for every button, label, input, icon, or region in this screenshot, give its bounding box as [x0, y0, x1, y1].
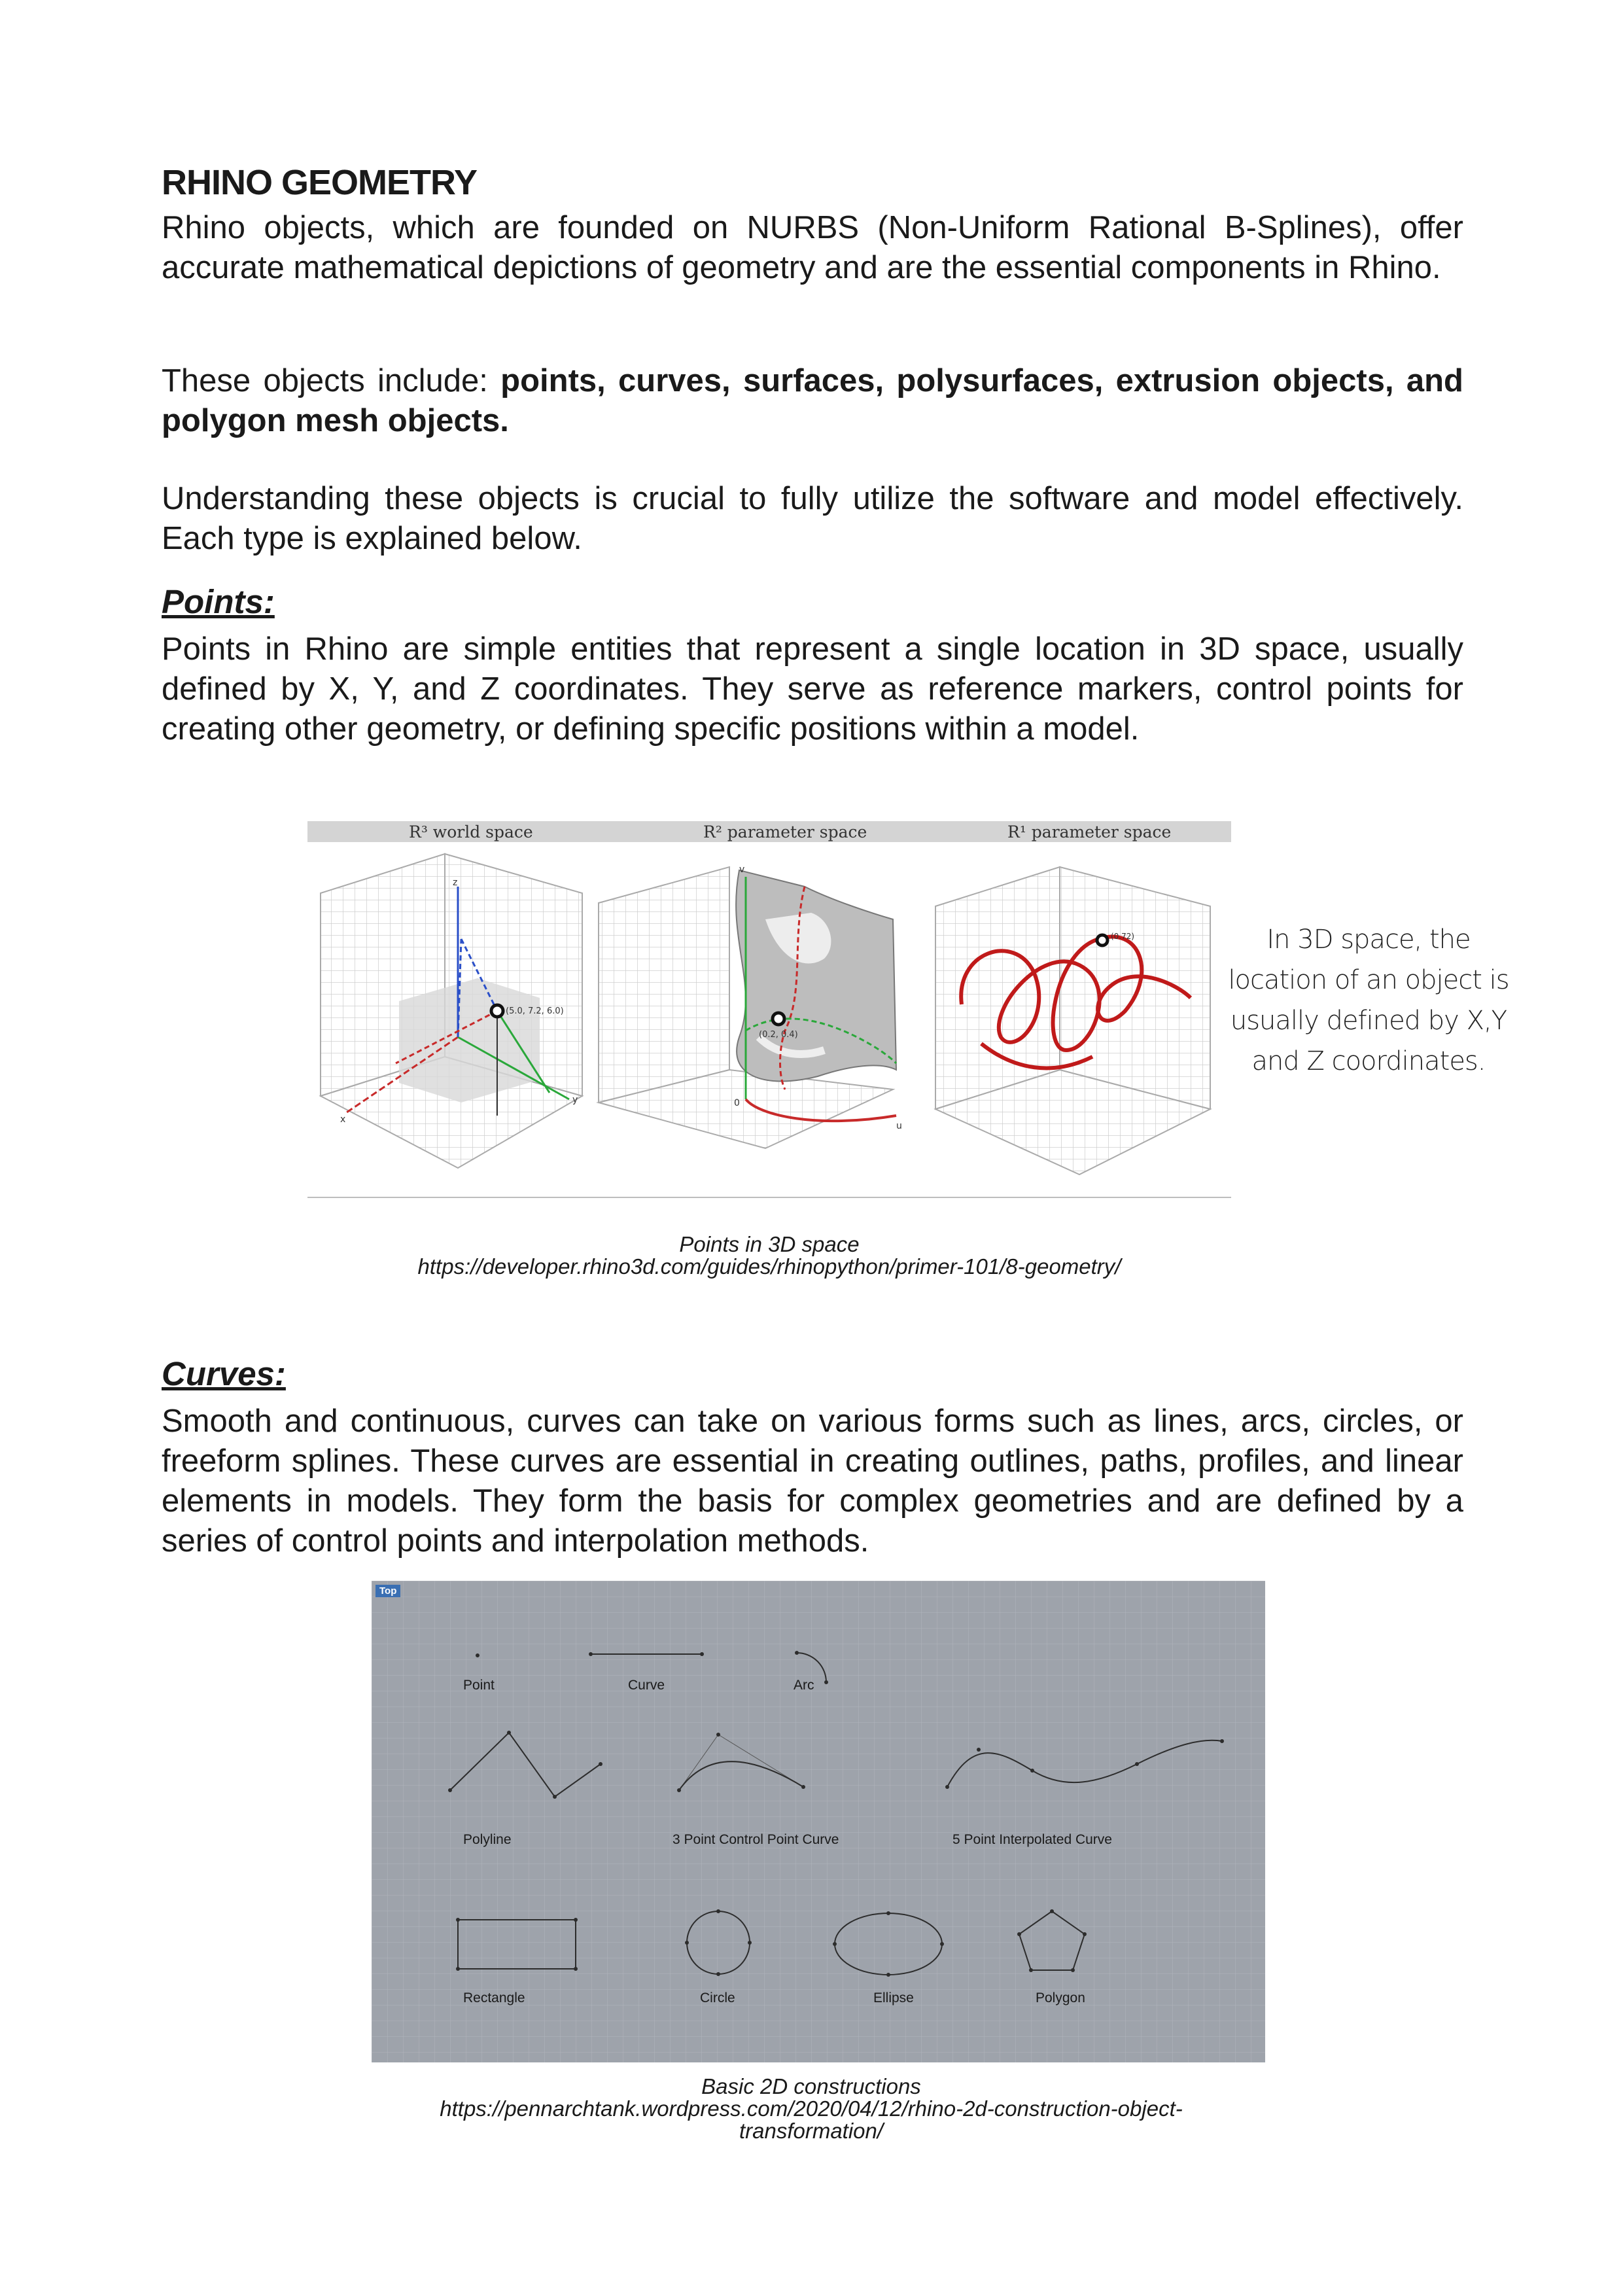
figure-footer-rule	[307, 1197, 1231, 1198]
page-title: RHINO GEOMETRY	[162, 163, 478, 202]
curves-figure-viewport	[372, 1581, 1265, 2062]
curves-paragraph: Smooth and continuous, curves can take on various forms such as lines, arcs, circles, or freeform splines. These curves are essential in creating outlines, paths, profiles, and linear elements in models. They form the basis for complex geometries and are defined by a series of control points and interpolation methods.	[162, 1404, 1463, 1559]
includes-list: points, curves, surfaces, polysurfaces, extrusion objects, and polygon mesh objects.	[162, 363, 1463, 438]
curves-figure-caption	[307, 2075, 1315, 2142]
label-circle: Circle	[700, 1990, 735, 2005]
points-heading: Points:	[162, 583, 275, 620]
curves-caption-title: Basic 2D constructions	[701, 2074, 921, 2098]
understanding-paragraph: Understanding these objects is crucial to fully utilize the software and model effectively. Each type is explained below.	[162, 481, 1463, 556]
figure-header-bar	[307, 821, 1231, 842]
curves-caption-source-line1: https://pennarchtank.wordpress.com/2020/04/12/rhino-2d-construction-object-	[440, 2096, 1183, 2121]
curves-heading: Curves:	[162, 1355, 286, 1392]
label-polyline: Polyline	[463, 1832, 512, 1847]
axis-u-label: u	[896, 1121, 902, 1131]
r1-parameter-space-panel	[935, 867, 1210, 1174]
label-arc: Arc	[794, 1678, 814, 1693]
header-world-space: R³ world space	[409, 822, 533, 841]
header-r2-parameter-space: R² parameter space	[703, 822, 867, 841]
points-paragraph: Points in Rhino are simple entities that represent a single location in 3D space, usually defined by X, Y, and Z coordinates. They serve as reference markers, control points for creating other geometry, or defining specific positions within a model.	[162, 631, 1463, 747]
points-figure-graphics	[307, 841, 1231, 1207]
curves-caption-source-line2: transformation/	[739, 2119, 884, 2143]
intro-paragraph: Rhino objects, which are founded on NURBS (Non-Uniform Rational B-Splines), offer accurate mathematical depictions of geometry and are the essential components in Rhino.	[162, 210, 1463, 285]
points-side-note: In 3D space, the location of an object is usually defined by X,Y and Z coordinates.	[1228, 925, 1509, 1076]
param-point-label: (0.2, 0.4)	[759, 1030, 798, 1040]
label-polygon: Polygon	[1036, 1990, 1085, 2005]
label-5-point-interpolated-curve: 5 Point Interpolated Curve	[952, 1832, 1112, 1847]
axis-v-label: v	[739, 864, 745, 875]
header-r1-parameter-space: R¹ parameter space	[1007, 822, 1172, 841]
points-caption-source: https://developer.rhino3d.com/guides/rhinopython/primer-101/8-geometry/	[417, 1254, 1121, 1279]
points-figure	[307, 821, 1231, 1201]
label-point: Point	[463, 1678, 495, 1693]
viewport-tab-top[interactable]: Top	[375, 1585, 400, 1597]
axis-x-label: x	[340, 1114, 346, 1125]
world-space-panel	[321, 854, 582, 1168]
axis-y-label: y	[572, 1095, 578, 1105]
includes-paragraph	[162, 361, 1463, 441]
label-rectangle: Rectangle	[463, 1990, 525, 2005]
curve-point-label: (0.72)	[1111, 932, 1135, 941]
axis-origin-label: 0	[734, 1098, 740, 1108]
points-caption-title: Points in 3D space	[679, 1232, 860, 1256]
r2-parameter-space-panel	[599, 864, 902, 1148]
world-point-label: (5.0, 7.2, 6.0)	[506, 1006, 564, 1016]
label-3-point-control-point-curve: 3 Point Control Point Curve	[672, 1832, 839, 1847]
points-figure-caption	[307, 1233, 1231, 1278]
includes-lead: These objects include:	[162, 363, 501, 398]
axis-z-label: z	[453, 877, 458, 888]
label-curve: Curve	[628, 1678, 665, 1693]
label-ellipse: Ellipse	[873, 1990, 914, 2005]
